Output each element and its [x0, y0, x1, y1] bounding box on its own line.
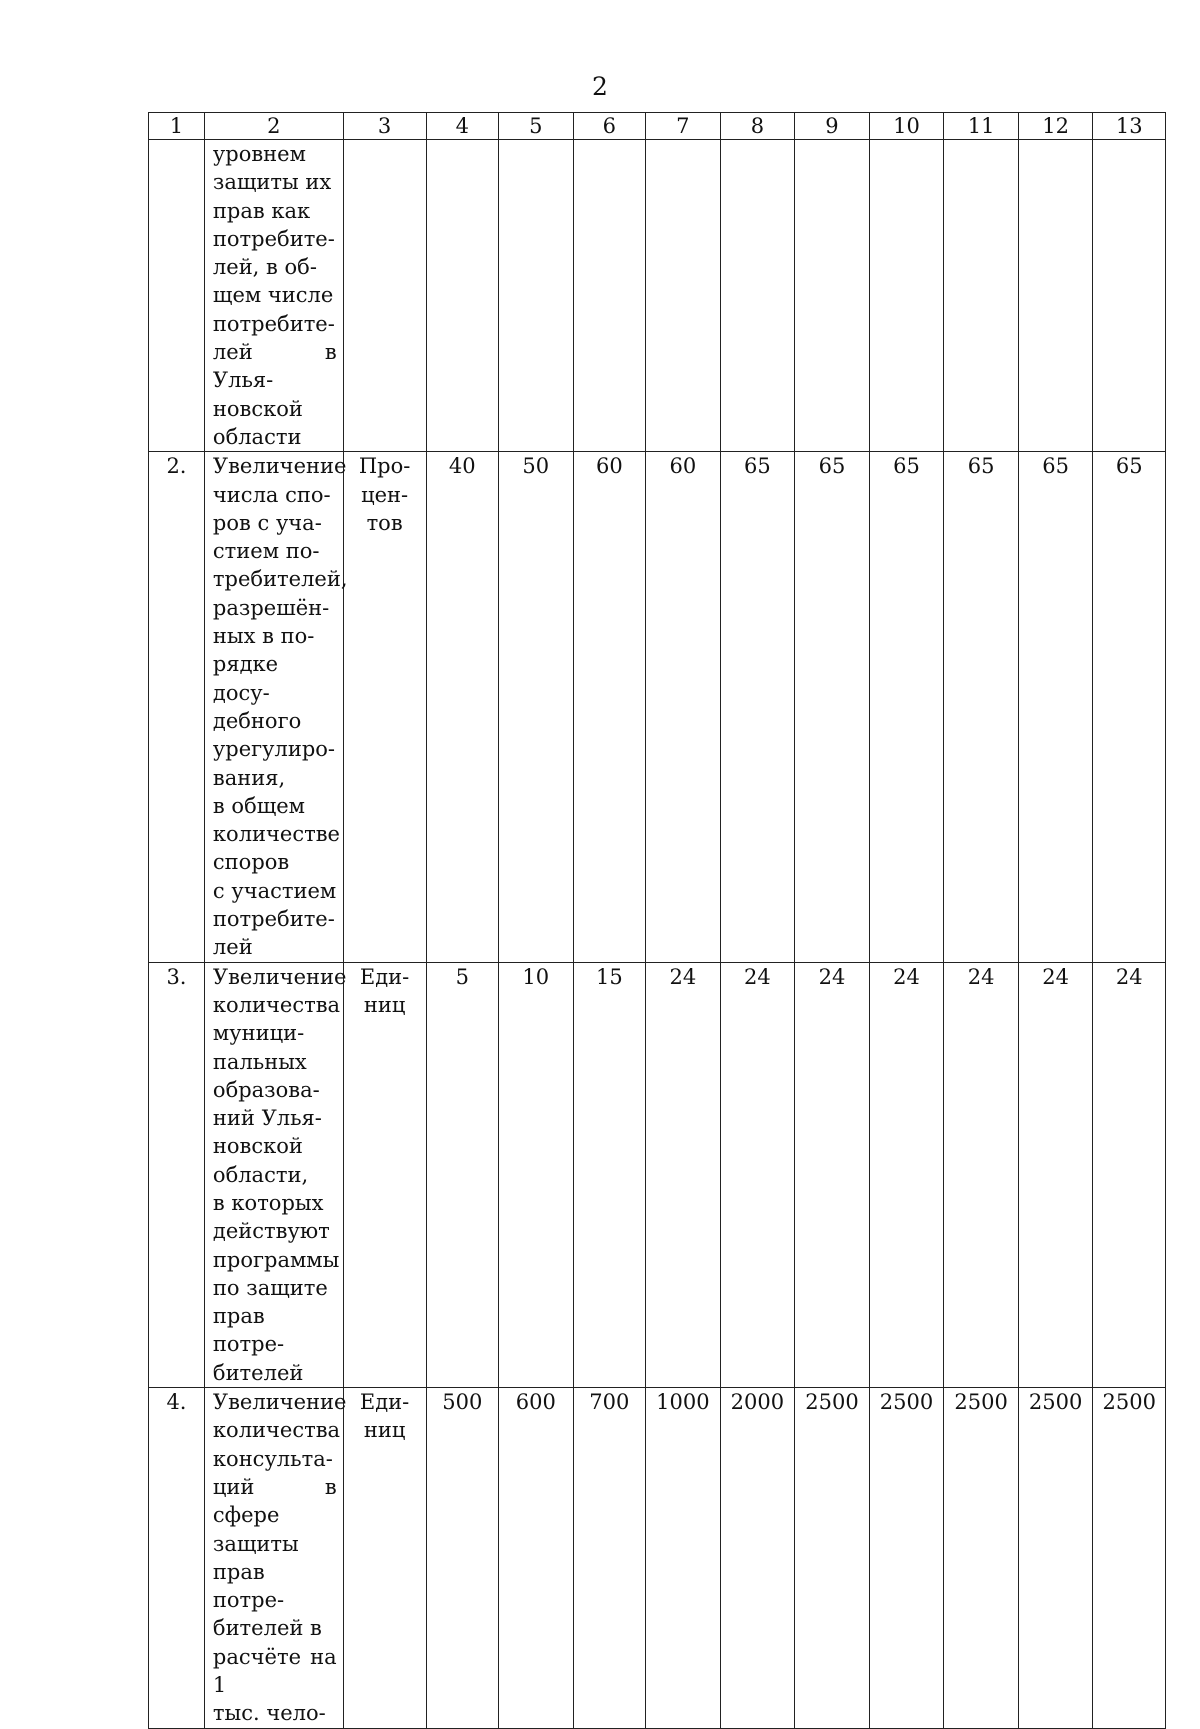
- text-line: программы: [212, 1247, 340, 1272]
- column-number: 10: [869, 113, 944, 140]
- indicator-row: [149, 962, 1166, 1387]
- text-line: ров с уча-: [212, 510, 322, 535]
- text-line: расчёте на 1: [212, 1644, 337, 1698]
- text-line: споров: [212, 850, 290, 875]
- value-cell: [426, 140, 498, 452]
- value-cell: 24: [944, 962, 1019, 1387]
- value-cell: 700: [573, 1388, 645, 1729]
- page-number: 2: [592, 72, 608, 101]
- value-cell: 50: [499, 452, 574, 962]
- unit-line: Еди-: [359, 964, 410, 989]
- unit-cell: [343, 452, 426, 962]
- column-number: 9: [795, 113, 870, 140]
- value-cell: 65: [1093, 452, 1166, 962]
- text-line: потребите-: [212, 907, 335, 932]
- value-cell: 24: [1018, 962, 1093, 1387]
- value-cell: 2500: [944, 1388, 1019, 1729]
- row-number-cell: 3.: [149, 962, 205, 1387]
- text-line: ных в по-: [212, 624, 315, 649]
- value-cell: 5: [426, 962, 498, 1387]
- column-number: 2: [204, 113, 343, 140]
- text-line: лей, в об-: [212, 255, 317, 280]
- value-cell: 2500: [869, 1388, 944, 1729]
- text-line: новской: [212, 1134, 303, 1159]
- text-line: консульта-: [212, 1446, 333, 1471]
- unit-cell: [343, 1388, 426, 1729]
- text-line: требителей,: [212, 567, 348, 592]
- text-line: образова-: [212, 1077, 320, 1102]
- text-line: числа спо-: [212, 482, 331, 507]
- text-line: прав потре-: [212, 1559, 285, 1613]
- text-line: вания,: [212, 765, 286, 790]
- value-cell: 1000: [646, 1388, 721, 1729]
- text-line: защиты: [212, 1531, 299, 1556]
- value-cell: 600: [499, 1388, 574, 1729]
- indicator-table: [148, 112, 1166, 1729]
- value-cell: 65: [795, 452, 870, 962]
- column-number: 7: [646, 113, 721, 140]
- value-cell: 60: [646, 452, 721, 962]
- text-line: количестве: [212, 822, 340, 847]
- indicator-name-cell: [204, 962, 347, 1387]
- value-cell: [1018, 140, 1093, 452]
- continuation-row: [149, 140, 1166, 452]
- value-cell: [573, 140, 645, 452]
- text-line: защиты их: [212, 170, 332, 195]
- text-line: в которых: [212, 1190, 324, 1215]
- text-line: бителей в: [212, 1616, 322, 1641]
- value-cell: 2500: [1093, 1388, 1166, 1729]
- text-line: урегулиро-: [212, 737, 336, 762]
- text-line: действуют: [212, 1219, 330, 1244]
- text-line: ний Улья-: [212, 1106, 322, 1131]
- text-line: области: [212, 424, 302, 449]
- text-line: по защите: [212, 1275, 328, 1300]
- unit-line: ниц: [363, 1418, 406, 1443]
- text-line: прав потре-: [212, 1304, 285, 1357]
- value-cell: [869, 140, 944, 452]
- column-number: 11: [944, 113, 1019, 140]
- column-number: 3: [343, 113, 426, 140]
- column-number: 12: [1018, 113, 1093, 140]
- value-cell: 15: [573, 962, 645, 1387]
- value-cell: 40: [426, 452, 498, 962]
- value-cell: 65: [720, 452, 795, 962]
- text-line: лей в Улья-: [212, 340, 337, 393]
- value-cell: 24: [646, 962, 721, 1387]
- unit-line: Про-: [358, 454, 411, 479]
- indicator-name-cell: [204, 1388, 347, 1729]
- text-line: новской: [212, 396, 303, 421]
- column-number: 13: [1093, 113, 1166, 140]
- column-number-row: [149, 113, 1166, 140]
- value-cell: 65: [869, 452, 944, 962]
- text-line: ций в сфере: [212, 1474, 337, 1528]
- text-line: прав как: [212, 198, 311, 223]
- text-line: Увеличение: [212, 1390, 347, 1415]
- value-cell: [499, 140, 574, 452]
- value-cell: 500: [426, 1388, 498, 1729]
- row-number-cell: 2.: [149, 452, 205, 962]
- value-cell: 2500: [1018, 1388, 1093, 1729]
- row-number-cell: 4.: [149, 1388, 205, 1729]
- text-line: Увеличение: [212, 454, 347, 479]
- value-cell: [720, 140, 795, 452]
- indicator-name-cell: [204, 140, 343, 452]
- indicator-name-cell: [204, 452, 348, 962]
- value-cell: 2000: [720, 1388, 795, 1729]
- text-line: разрешён-: [212, 595, 330, 620]
- text-line: в общем: [212, 793, 305, 818]
- unit-line: тов: [366, 510, 403, 535]
- column-number: 5: [499, 113, 574, 140]
- value-cell: 10: [499, 962, 574, 1387]
- text-line: рядке досу-: [212, 652, 279, 705]
- column-number: 8: [720, 113, 795, 140]
- unit-line: Еди-: [359, 1390, 410, 1415]
- text-line: уровнем: [212, 142, 306, 166]
- text-line: потребите-: [212, 311, 335, 336]
- value-cell: 65: [1018, 452, 1093, 962]
- text-line: с участием: [212, 878, 337, 903]
- text-line: муници-: [212, 1021, 305, 1046]
- text-line: тыс. чело-: [212, 1701, 326, 1726]
- text-line: пальных: [212, 1049, 307, 1074]
- value-cell: [1093, 140, 1166, 452]
- column-number: 6: [573, 113, 645, 140]
- unit-line: цен-: [361, 482, 409, 507]
- text-line: лей: [212, 935, 253, 960]
- value-cell: 60: [573, 452, 645, 962]
- unit-line: ниц: [363, 992, 406, 1017]
- value-cell: 24: [795, 962, 870, 1387]
- text-line: бителей: [212, 1360, 304, 1385]
- text-line: области,: [212, 1162, 309, 1187]
- row-number-cell: [149, 140, 205, 452]
- value-cell: [646, 140, 721, 452]
- value-cell: [944, 140, 1019, 452]
- text-line: дебного: [212, 708, 302, 733]
- column-number: 1: [149, 113, 205, 140]
- unit-cell: [343, 140, 426, 452]
- text-line: потребите-: [212, 226, 335, 251]
- text-line: стием по-: [212, 539, 320, 564]
- unit-cell: [343, 962, 426, 1387]
- value-cell: 24: [869, 962, 944, 1387]
- text-line: количества: [212, 992, 341, 1017]
- text-line: количества: [212, 1418, 341, 1443]
- value-cell: [795, 140, 870, 452]
- indicator-row: [149, 452, 1166, 962]
- value-cell: 24: [1093, 962, 1166, 1387]
- text-line: Увеличение: [212, 964, 347, 989]
- value-cell: 65: [944, 452, 1019, 962]
- value-cell: 2500: [795, 1388, 870, 1729]
- column-number: 4: [426, 113, 498, 140]
- text-line: щем числе: [212, 283, 334, 308]
- indicator-row: [149, 1388, 1166, 1729]
- value-cell: 24: [720, 962, 795, 1387]
